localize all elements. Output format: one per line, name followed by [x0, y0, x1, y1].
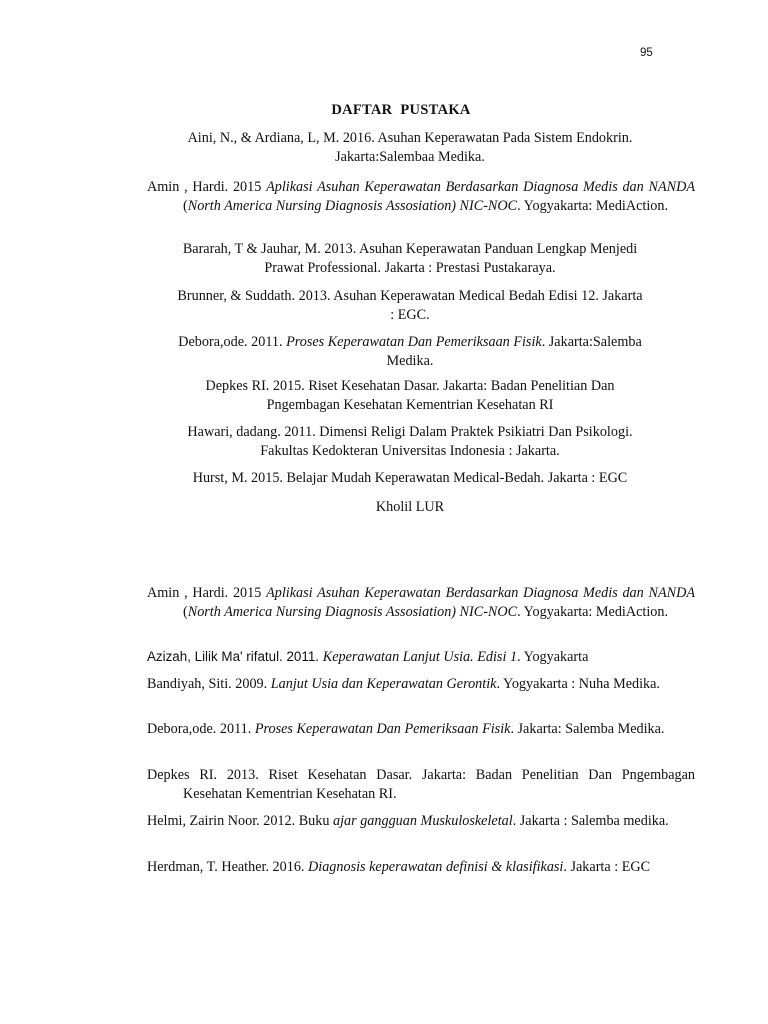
- reference-line: Hawari, dadang. 2011. Dimensi Religi Dalam Praktek Psikiatri Dan Psikologi.: [187, 424, 633, 440]
- reference-kholil: Kholil LUR: [375, 499, 445, 515]
- reference-line: Brunner, & Suddath. 2013. Asuhan Keperawatan Medical Bedah Edisi 12. Jakarta: [177, 288, 643, 304]
- reference-line: Jakarta:Salembaa Medika.: [335, 149, 485, 165]
- reference-line: Pngembagan Kesehatan Kementrian Kesehatan RI: [266, 397, 554, 413]
- reference-line: Fakultas Kedokteran Universitas Indonesia : Jakarta.: [260, 443, 560, 459]
- reference-aini: [145, 129, 675, 167]
- reference-line: Debora,ode. 2011. Proses Keperawatan Dan Pemeriksaan Fisik. Jakarta:Salemba: [178, 334, 642, 350]
- reference-debora-2: Debora,ode. 2011. Proses Keperawatan Dan Pemeriksaan Fisik. Jakarta: Salemba Medika.: [147, 721, 665, 737]
- reference-depkes: [145, 377, 675, 415]
- reference-helmi: Helmi, Zairin Noor. 2012. Buku ajar gangguan Muskuloskeletal. Jakarta : Salemba medika.: [147, 813, 669, 829]
- reference-herdman: Herdman, T. Heather. 2016. Diagnosis keperawatan definisi & klasifikasi. Jakarta : EGC: [147, 859, 651, 875]
- reference-hurst: Hurst, M. 2015. Belajar Mudah Keperawatan Medical-Bedah. Jakarta : EGC: [192, 470, 628, 486]
- reference-brunner: [140, 287, 680, 325]
- reference-line: Depkes RI. 2015. Riset Kesehatan Dasar. Jakarta: Badan Penelitian Dan: [205, 378, 615, 394]
- reference-bararah: [145, 240, 675, 278]
- reference-line: : EGC.: [390, 307, 430, 323]
- reference-line: Aini, N., & Ardiana, L, M. 2016. Asuhan Keperawatan Pada Sistem Endokrin.: [187, 130, 633, 146]
- reference-depkes-2: Depkes RI. 2013. Riset Kesehatan Dasar. Jakarta: Badan Penelitian Dan Pngembagan Kesehatan Kementrian Kesehatan RI.: [147, 767, 695, 802]
- page-title: DAFTAR PUSTAKA: [331, 102, 471, 118]
- reference-line: Bararah, T & Jauhar, M. 2013. Asuhan Keperawatan Panduan Lengkap Menjedi: [182, 241, 638, 257]
- reference-amin-2: Amin , Hardi. 2015 Aplikasi Asuhan Keperawatan Berdasarkan Diagnosa Medis dan NANDA (North America Nursing Diagnosis Assosiation) NIC-NOC. Yogyakarta: MediAction.: [147, 585, 695, 620]
- reference-hawari: [145, 423, 675, 461]
- reference-amin: Amin , Hardi. 2015 Aplikasi Asuhan Keperawatan Berdasarkan Diagnosa Medis dan NANDA (North America Nursing Diagnosis Assosiation) NIC-NOC. Yogyakarta: MediAction.: [147, 179, 695, 214]
- reference-debora: [140, 333, 680, 371]
- page-number: 95: [640, 47, 653, 59]
- reference-azizah: Azizah, Lilik Ma' rifatul. 2011. Keperawatan Lanjut Usia. Edisi 1. Yogyakarta: [147, 649, 589, 665]
- reference-bandiyah: Bandiyah, Siti. 2009. Lanjut Usia dan Keperawatan Gerontik. Yogyakarta : Nuha Medika.: [147, 676, 660, 692]
- reference-line: Medika.: [386, 353, 434, 369]
- reference-line: Prawat Professional. Jakarta : Prestasi Pustakaraya.: [264, 260, 556, 276]
